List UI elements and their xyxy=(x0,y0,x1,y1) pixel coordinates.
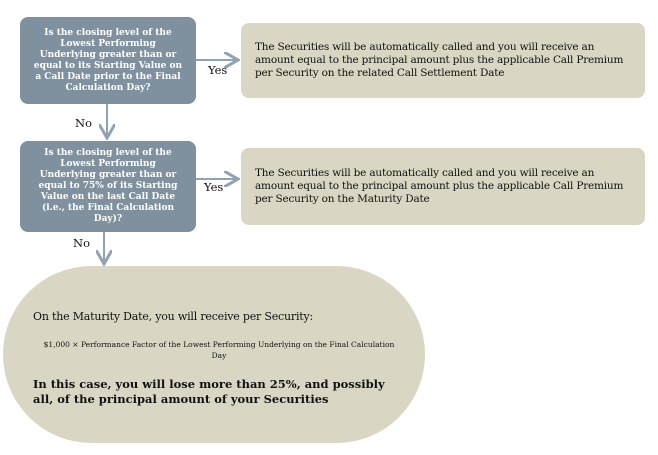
final-outcome-box xyxy=(3,266,425,443)
question-box-1 xyxy=(20,17,196,104)
question-1-text: Is the closing level of the Lowest Performing Underlying greater than or equal to its Starting Value on a Call Date prior to the Final Calculation Day? xyxy=(33,27,183,93)
yes-label-2: Yes xyxy=(204,180,224,194)
no-label-1: No xyxy=(75,116,92,130)
final-warning-text: In this case, you will lose more than 25%, and possibly all, of the principal amount of your Securities xyxy=(33,377,385,406)
result-box-2 xyxy=(241,148,645,225)
yes-label-1: Yes xyxy=(208,63,228,77)
question-box-2 xyxy=(20,141,196,232)
final-intro-text: On the Maturity Date, you will receive per Security: xyxy=(33,310,314,323)
result-2-text: The Securities will be automatically called and you will receive an amount equal to the principal amount plus the applicable Call Premium per Security on the Maturity Date xyxy=(255,167,624,205)
question-2-text: Is the closing level of the Lowest Performing Underlying greater than or equal to 75% of its Starting Value on the last Call Date (i.e., the Final Calculation Day)? xyxy=(38,148,178,224)
final-formula-text: $1,000 × Performance Factor of the Lowest Performing Underlying on the Final Calculation Day xyxy=(43,340,395,360)
result-1-text: The Securities will be automatically called and you will receive an amount equal to the principal amount plus the applicable Call Premium per Security on the related Call Settlement Date xyxy=(255,41,624,79)
no-label-2: No xyxy=(73,236,90,250)
result-box-1 xyxy=(241,23,645,98)
